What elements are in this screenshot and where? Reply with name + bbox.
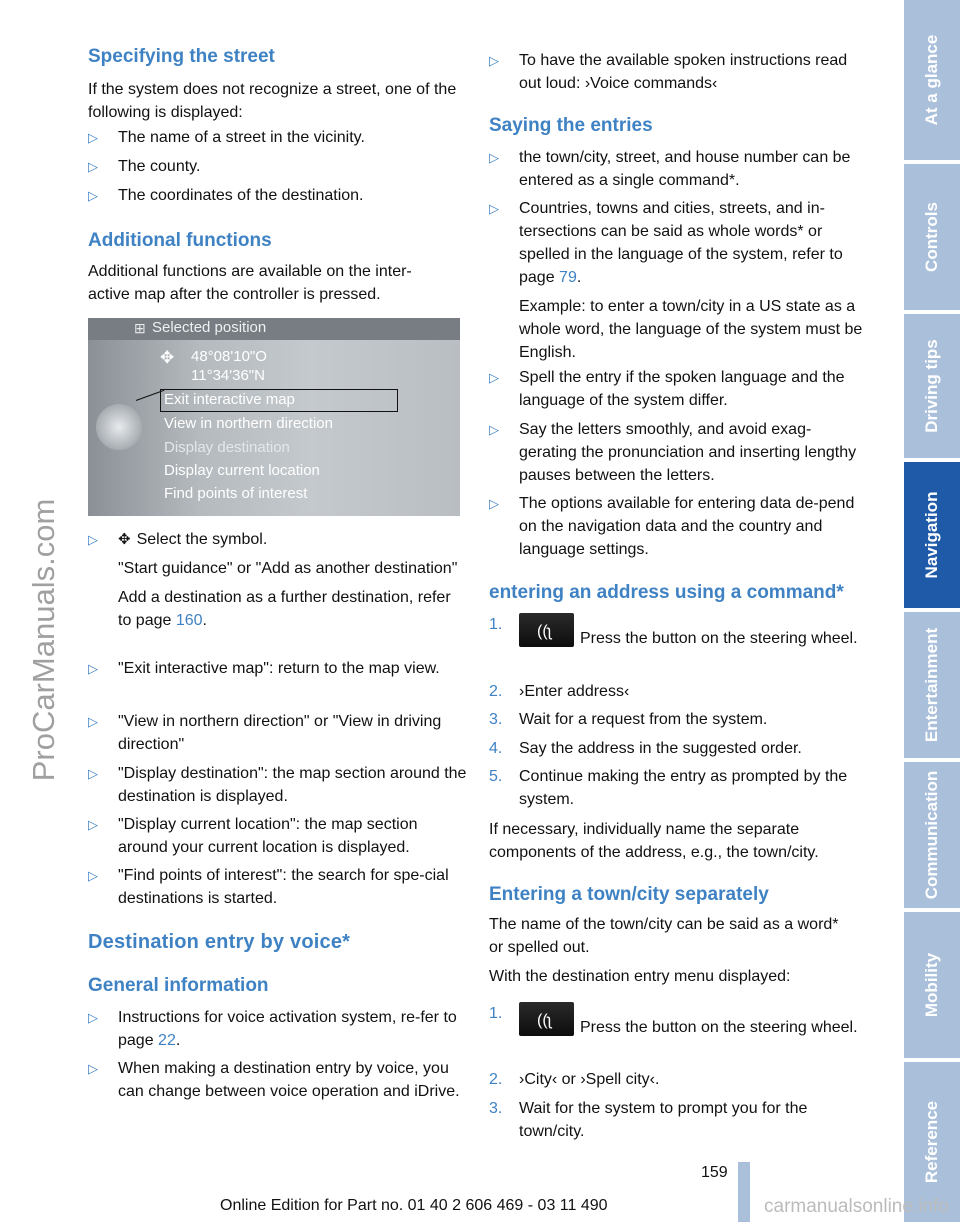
say-bullet-3: ▷ Spell the entry if the spoken language and the language of the system differ. <box>489 366 869 412</box>
heading-additional-functions: Additional functions <box>88 230 272 251</box>
page-link-160[interactable]: 160 <box>175 612 203 629</box>
bullet-triangle-icon: ▷ <box>489 422 499 437</box>
bullet-triangle-icon: ▷ <box>489 370 499 385</box>
voice-commands-bullet: ▷ To have the available spoken instructions read out loud: ›Voice commands‹ <box>489 49 859 95</box>
addr-step-4: 4. Say the address in the suggested order. <box>489 740 802 757</box>
screen-title: Selected position <box>152 319 267 336</box>
addr-after-text: If necessary, individually name the separate components of the address, e.g., the town/city. <box>489 821 819 861</box>
menu-bullet-4: ▷ "Display current location": the map section around your current location is displayed. <box>88 813 468 859</box>
tab-driving-tips[interactable]: Driving tips <box>904 314 960 458</box>
bullet-triangle-icon: ▷ <box>88 817 98 832</box>
say-bullet-1: ▷ the town/city, street, and house number can be entered as a single command*. <box>489 146 869 192</box>
bullet-triangle-icon: ▷ <box>88 766 98 781</box>
addr-step-2: 2. ›Enter address‹ <box>489 683 630 700</box>
menu-bullet-5: ▷ "Find points of interest": the search for spe-cial destinations is started. <box>88 864 468 910</box>
bullet-triangle-icon: ▷ <box>88 1061 98 1076</box>
street-bullet-1: ▷ The name of a street in the vicinity. <box>88 126 468 149</box>
page-number: 159 <box>701 1164 728 1181</box>
coordinate-2: 11°34'36"N <box>191 367 265 384</box>
menu-bullet-2: ▷ "View in northern direction" or "View in driving direction" <box>88 710 468 756</box>
voice-button-icon: ((ʅ <box>519 1002 574 1036</box>
say-bullet-4: ▷ Say the letters smoothly, and avoid exag-gerating the pronunciation and inserting lengthy pauses between the letters. <box>489 418 869 487</box>
idrive-screenshot <box>88 318 460 516</box>
bullet-triangle-icon: ▷ <box>489 150 499 165</box>
footer-text: Online Edition for Part no. 01 40 2 606 469 - 03 11 490 <box>220 1197 608 1214</box>
bullet-triangle-icon: ▷ <box>489 201 499 216</box>
menu-find-poi: Find points of interest <box>164 485 308 502</box>
say-bullet-5: ▷ The options available for entering data de-pend on the navigation data and the country and language settings. <box>489 492 869 561</box>
heading-town-separately: Entering a town/city separately <box>489 884 769 905</box>
watermark: ProCarManuals.com <box>26 498 61 782</box>
map-icon: ⊞ <box>134 320 146 336</box>
heading-address-command: entering an address using a command* <box>489 582 844 603</box>
tab-communication[interactable]: Communication <box>904 762 960 908</box>
footer-site: carmanualsonline.info <box>764 1196 949 1217</box>
menu-exit-interactive-map: Exit interactive map <box>164 391 295 408</box>
symbol-sub-1: "Start guidance" or "Add as another destination" <box>118 560 458 577</box>
page-number-bar <box>738 1162 750 1222</box>
crosshair-icon: ✥ <box>160 348 175 367</box>
bullet-triangle-icon: ▷ <box>88 661 98 676</box>
addr-step-3: 3. Wait for a request from the system. <box>489 711 768 728</box>
bullet-triangle-icon: ▷ <box>88 714 98 729</box>
tab-reference[interactable]: Reference <box>904 1062 960 1222</box>
menu-display-current-location: Display current location <box>164 462 320 479</box>
heading-destination-voice: Destination entry by voice* <box>88 931 351 953</box>
menu-view-northern: View in northern direction <box>164 415 333 432</box>
bullet-triangle-icon: ▷ <box>489 496 499 511</box>
bullet-triangle-icon: ▷ <box>88 868 98 883</box>
general-bullet-1: ▷ Instructions for voice activation system, re-fer to page 22. <box>88 1006 468 1052</box>
say-bullet-2-example: Example: to enter a town/city in a US state as a whole word, the language of the system must be English. <box>519 298 863 361</box>
town-text-1: The name of the town/city can be said as a word* or spelled out. <box>489 916 839 956</box>
street-bullet-2: ▷ The county. <box>88 155 468 178</box>
general-bullet-2: ▷ When making a destination entry by voice, you can change between voice operation and iDrive. <box>88 1057 468 1103</box>
controller-knob <box>96 404 142 450</box>
crosshair-icon: ✥ <box>118 531 131 548</box>
addr-step-1: 1. ((ʅ Press the button on the steering wheel. <box>489 613 869 650</box>
bullet-triangle-icon: ▷ <box>88 159 98 174</box>
heading-general-information: General information <box>88 975 269 996</box>
say-bullet-2: ▷ Countries, towns and cities, streets, and in-tersections can be said as whole words* or spelled in the language of the system, refer to page 79. Example: to enter a town/city in a US state as a whole word, the language of the system must be English. <box>489 197 869 364</box>
tab-at-a-glance[interactable]: At a glance <box>904 0 960 160</box>
town-step-3: 3. Wait for the system to prompt you for the town/city. <box>489 1100 808 1140</box>
tab-mobility[interactable]: Mobility <box>904 912 960 1058</box>
bullet-triangle-icon: ▷ <box>88 1010 98 1025</box>
bullet-triangle-icon: ▷ <box>88 188 98 203</box>
menu-bullet-3: ▷ "Display destination": the map section around the destination is displayed. <box>88 762 468 808</box>
symbol-bullet: ▷ ✥ Select the symbol. "Start guidance" or "Add as another destination" Add a destination as a further destination, refer to page 160. <box>88 528 468 632</box>
heading-saying-entries: Saying the entries <box>489 115 653 136</box>
coordinate-1: 48°08'10"O <box>191 348 267 365</box>
street-intro: If the system does not recognize a street, one of the following is displayed: <box>88 81 457 121</box>
page-link-22[interactable]: 22 <box>158 1032 176 1049</box>
bullet-triangle-icon: ▷ <box>489 53 499 68</box>
town-step-1: 1. ((ʅ Press the button on the steering wheel. <box>489 1002 869 1039</box>
symbol-sub-2: Add a destination as a further destination, refer to page 160. <box>118 589 451 629</box>
additional-text: Additional functions are available on the inter-active map after the controller is pressed. <box>88 263 412 303</box>
menu-display-destination: Display destination <box>164 439 290 456</box>
tab-entertainment[interactable]: Entertainment <box>904 612 960 758</box>
bullet-triangle-icon: ▷ <box>88 130 98 145</box>
heading-specifying-street: Specifying the street <box>88 46 275 67</box>
bullet-triangle-icon: ▷ <box>88 532 98 547</box>
voice-button-icon: ((ʅ <box>519 613 574 647</box>
tab-controls[interactable]: Controls <box>904 164 960 310</box>
page-link-79[interactable]: 79 <box>559 269 577 286</box>
tab-navigation[interactable]: Navigation <box>904 462 960 608</box>
town-text-2: With the destination entry menu displayed: <box>489 968 791 985</box>
town-step-2: 2. ›City‹ or ›Spell city‹. <box>489 1071 660 1088</box>
menu-bullet-1: ▷ "Exit interactive map": return to the map view. <box>88 657 468 680</box>
addr-step-5: 5. Continue making the entry as prompted by the system. <box>489 768 848 808</box>
street-bullet-3: ▷ The coordinates of the destination. <box>88 184 468 207</box>
